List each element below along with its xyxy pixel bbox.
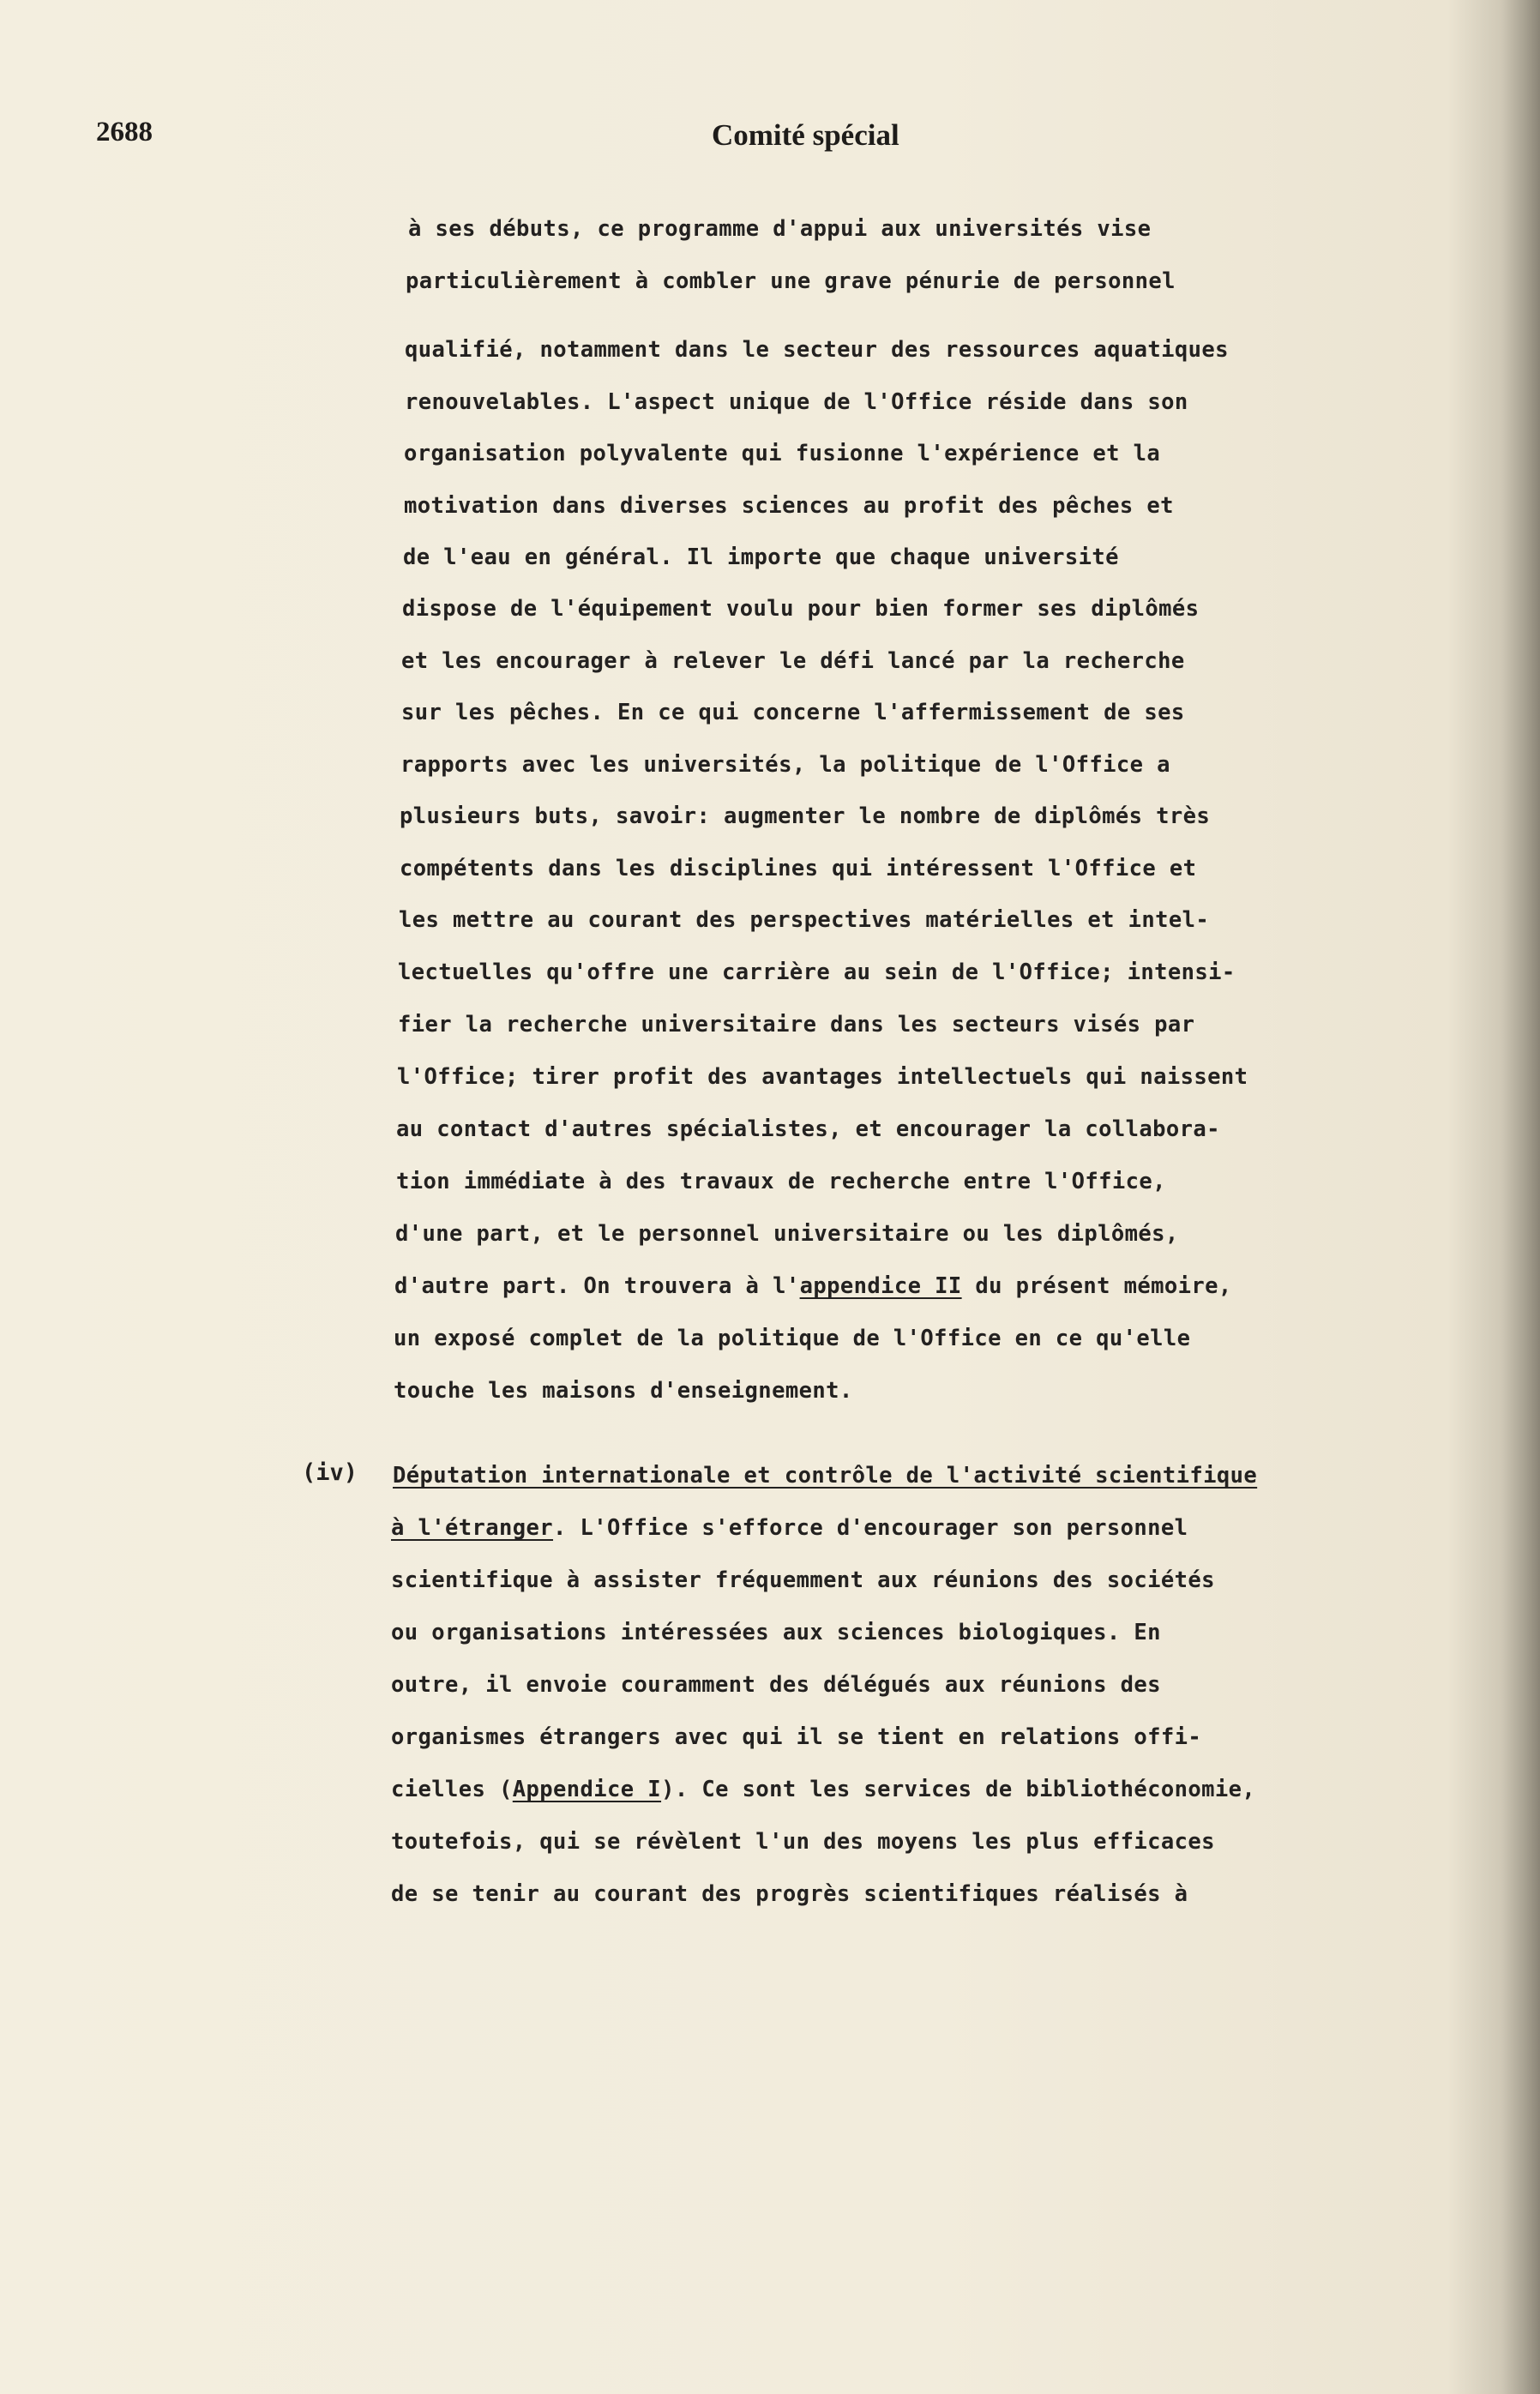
text-line: motivation dans diverses sciences au profit des pêches et <box>404 493 1174 519</box>
text-line: les mettre au courant des perspectives matérielles et intel- <box>399 907 1210 933</box>
text-line: dispose de l'équipement voulu pour bien former ses diplômés <box>402 596 1200 622</box>
section-heading: Députation internationale et contrôle de l'activité scientifique <box>393 1463 1258 1489</box>
text-line: de se tenir au courant des progrès scientifiques réalisés à <box>391 1881 1188 1907</box>
text-line: compétents dans les disciplines qui intéressent l'Office et <box>400 856 1197 881</box>
text-line: scientifique à assister fréquemment aux réunions des sociétés <box>391 1567 1215 1593</box>
text-line: l'Office; tirer profit des avantages intellectuels qui naissent <box>397 1064 1248 1090</box>
text-segment: cielles ( <box>391 1777 513 1802</box>
text-line <box>394 1273 1232 1299</box>
text-line: plusieurs buts, savoir: augmenter le nombre de diplômés très <box>400 803 1211 829</box>
text-line: un exposé complet de la politique de l'Office en ce qu'elle <box>394 1326 1191 1351</box>
appendice-ii-reference: appendice II <box>799 1273 962 1299</box>
text-line: toutefois, qui se révèlent l'un des moyens les plus efficaces <box>391 1829 1215 1855</box>
text-line: d'une part, et le personnel universitaire ou les diplômés, <box>395 1221 1179 1247</box>
text-line: et les encourager à relever le défi lancé par la recherche <box>401 648 1185 674</box>
text-line: rapports avec les universités, la politique de l'Office a <box>400 752 1170 778</box>
appendice-i-reference: Appendice I <box>512 1777 662 1802</box>
text-line: à ses débuts, ce programme d'appui aux universités vise <box>408 216 1152 242</box>
text-line: qualifié, notamment dans le secteur des ressources aquatiques <box>405 337 1229 363</box>
text-line: tion immédiate à des travaux de recherche entre l'Office, <box>396 1169 1166 1194</box>
text-line: au contact d'autres spécialistes, et encourager la collabora- <box>396 1116 1220 1142</box>
text-segment: . <box>553 1515 567 1541</box>
text-line: fier la recherche universitaire dans les secteurs visés par <box>398 1012 1195 1038</box>
running-head: Comité spécial <box>712 118 899 152</box>
text-line: outre, il envoie couramment des délégués aux réunions des <box>391 1672 1161 1698</box>
text-line: particulièrement à combler une grave pénurie de personnel <box>406 268 1176 294</box>
section-heading-continued: à l'étranger <box>391 1515 554 1541</box>
text-line <box>391 1777 1255 1802</box>
item-marker: (iv) <box>302 1459 358 1486</box>
text-segment: d'autre part. On trouvera à l' <box>394 1273 800 1299</box>
text-line: touche les maisons d'enseignement. <box>394 1378 853 1404</box>
text-line: organismes étrangers avec qui il se tient en relations offi- <box>391 1724 1202 1750</box>
text-line: organisation polyvalente qui fusionne l'expérience et la <box>404 441 1161 466</box>
text-line: renouvelables. L'aspect unique de l'Office réside dans son <box>405 389 1188 415</box>
text-segment: L'Office s'efforce d'encourager son personnel <box>566 1515 1188 1541</box>
text-segment: ). Ce sont les services de bibliothéconomie, <box>661 1777 1256 1802</box>
text-line <box>391 1515 1188 1541</box>
text-line: ou organisations intéressées aux sciences biologiques. En <box>391 1620 1161 1645</box>
text-line: de l'eau en général. Il importe que chaque université <box>403 544 1119 570</box>
page-number: 2688 <box>96 117 153 147</box>
text-line: sur les pêches. En ce qui concerne l'affermissement de ses <box>401 700 1185 725</box>
text-segment: du présent mémoire, <box>961 1273 1232 1299</box>
text-line: lectuelles qu'offre une carrière au sein de l'Office; intensi- <box>398 959 1236 985</box>
